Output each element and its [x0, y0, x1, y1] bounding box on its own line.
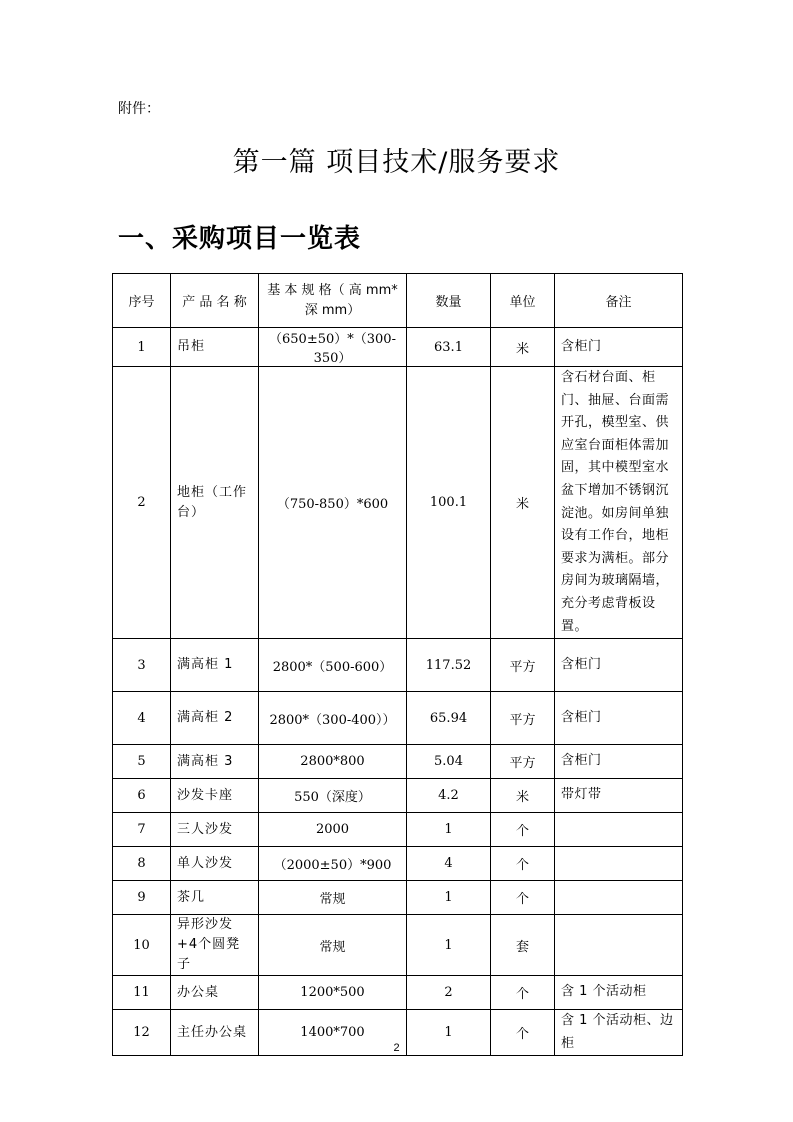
- cell-no: 12: [113, 1010, 171, 1056]
- cell-unit: 个: [491, 976, 555, 1010]
- cell-unit: 个: [491, 1010, 555, 1056]
- cell-name: 满高柜 2: [171, 692, 259, 745]
- cell-qty: 5.04: [407, 745, 491, 779]
- cell-unit: 平方: [491, 692, 555, 745]
- cell-spec: （750-850）*600: [259, 367, 407, 639]
- table-header-row: [113, 274, 683, 328]
- cell-unit: 个: [491, 881, 555, 915]
- table-row: [113, 692, 683, 745]
- cell-note: 含石材台面、柜门、抽屉、台面需开孔，模型室、供应室台面柜体需加固，其中模型室水盆下增加不锈钢沉淀池。如房间单独设有工作台，地柜要求为满柜。部分房间为玻璃隔墙，充分考虑背板设置。: [555, 367, 683, 639]
- cell-name: 沙发卡座: [171, 779, 259, 813]
- cell-qty: 4.2: [407, 779, 491, 813]
- cell-no: 1: [113, 328, 171, 367]
- cell-note: [555, 881, 683, 915]
- cell-name: 三人沙发: [171, 813, 259, 847]
- table-row: [113, 976, 683, 1010]
- cell-unit: 个: [491, 813, 555, 847]
- cell-note: 含 1 个活动柜: [555, 976, 683, 1010]
- cell-spec: （2000±50）*900: [259, 847, 407, 881]
- cell-spec: 2000: [259, 813, 407, 847]
- header-name: 产 品 名 称: [171, 274, 259, 328]
- cell-qty: 1: [407, 915, 491, 976]
- cell-qty: 1: [407, 1010, 491, 1056]
- page-number: 2: [393, 1042, 400, 1054]
- cell-note: 含柜门: [555, 328, 683, 367]
- cell-note: 含柜门: [555, 692, 683, 745]
- page-title: 第一篇 项目技术/服务要求: [232, 147, 561, 178]
- cell-qty: 1: [407, 881, 491, 915]
- cell-qty: 1: [407, 813, 491, 847]
- cell-name: 办公桌: [171, 976, 259, 1010]
- cell-no: 2: [113, 367, 171, 639]
- cell-spec: 常规: [259, 915, 407, 976]
- cell-spec: 1400*700: [259, 1010, 407, 1056]
- cell-qty: 100.1: [407, 367, 491, 639]
- cell-name: 单人沙发: [171, 847, 259, 881]
- header-unit: 单位: [491, 274, 555, 328]
- cell-unit: 平方: [491, 745, 555, 779]
- table-row: [113, 881, 683, 915]
- section-heading: 一、采购项目一览表: [118, 224, 362, 254]
- cell-qty: 2: [407, 976, 491, 1010]
- cell-note: 含柜门: [555, 745, 683, 779]
- cell-note: [555, 915, 683, 976]
- table-row: [113, 813, 683, 847]
- cell-note: [555, 847, 683, 881]
- cell-note: [555, 813, 683, 847]
- cell-qty: 65.94: [407, 692, 491, 745]
- cell-qty: 63.1: [407, 328, 491, 367]
- table-row: [113, 367, 683, 639]
- cell-qty: 117.52: [407, 639, 491, 692]
- attachment-label: 附件：: [118, 101, 160, 117]
- table-row: [113, 639, 683, 692]
- cell-name: 主任办公桌: [171, 1010, 259, 1056]
- cell-no: 9: [113, 881, 171, 915]
- table-row: [113, 779, 683, 813]
- cell-name: 吊柜: [171, 328, 259, 367]
- header-note: 备注: [555, 274, 683, 328]
- cell-no: 3: [113, 639, 171, 692]
- header-spec: 基 本 规 格（ 高 mm*深 mm）: [259, 274, 407, 328]
- cell-unit: 米: [491, 328, 555, 367]
- cell-unit: 米: [491, 779, 555, 813]
- cell-name: 地柜（工作台）: [171, 367, 259, 639]
- cell-no: 4: [113, 692, 171, 745]
- cell-unit: 米: [491, 367, 555, 639]
- cell-name: 满高柜 1: [171, 639, 259, 692]
- table-row: [113, 915, 683, 976]
- table-row: [113, 745, 683, 779]
- cell-no: 11: [113, 976, 171, 1010]
- cell-note: 带灯带: [555, 779, 683, 813]
- table-row: [113, 328, 683, 367]
- header-qty: 数量: [407, 274, 491, 328]
- cell-unit: 套: [491, 915, 555, 976]
- cell-spec: （650±50）*（300-350）: [259, 328, 407, 367]
- cell-unit: 平方: [491, 639, 555, 692]
- cell-name: 异形沙发+4个圆凳子: [171, 915, 259, 976]
- cell-name: 茶几: [171, 881, 259, 915]
- cell-note: 含 1 个活动柜、边柜: [555, 1010, 683, 1056]
- cell-no: 10: [113, 915, 171, 976]
- cell-spec: 550（深度）: [259, 779, 407, 813]
- table-row: [113, 847, 683, 881]
- header-no: 序号: [113, 274, 171, 328]
- cell-spec: 2800*（300-400））: [259, 692, 407, 745]
- cell-note: 含柜门: [555, 639, 683, 692]
- cell-no: 6: [113, 779, 171, 813]
- cell-qty: 4: [407, 847, 491, 881]
- cell-spec: 1200*500: [259, 976, 407, 1010]
- cell-spec: 常规: [259, 881, 407, 915]
- cell-no: 8: [113, 847, 171, 881]
- cell-unit: 个: [491, 847, 555, 881]
- cell-no: 7: [113, 813, 171, 847]
- cell-name: 满高柜 3: [171, 745, 259, 779]
- procurement-table: [112, 273, 683, 1056]
- cell-spec: 2800*（500-600）: [259, 639, 407, 692]
- cell-spec: 2800*800: [259, 745, 407, 779]
- cell-no: 5: [113, 745, 171, 779]
